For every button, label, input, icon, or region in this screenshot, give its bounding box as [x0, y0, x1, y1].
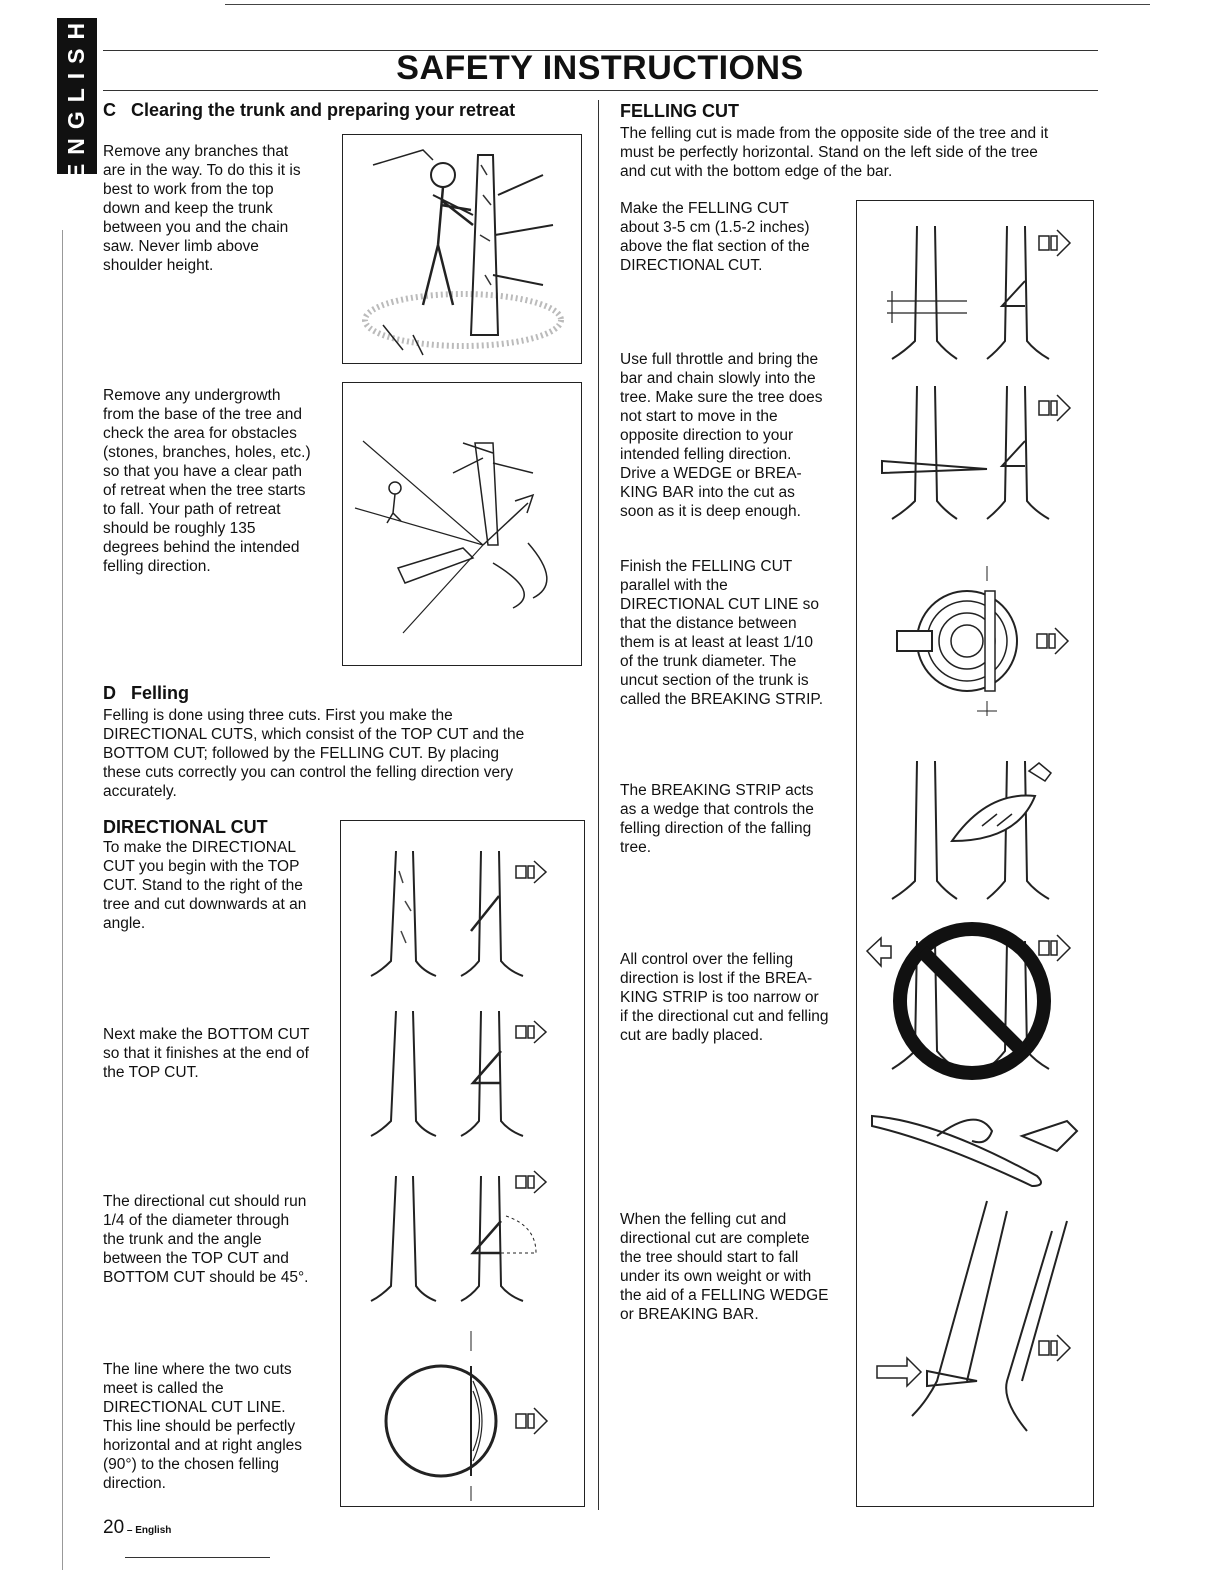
section-d-heading: D Felling: [103, 683, 190, 703]
felling-cut-step6: When the felling cut and directional cut are complete the tree should start to fall under its own weight or with the aid of a FELLING WEDGE or BREAKING BAR.: [620, 1211, 829, 1323]
bottom-cut-diagram: [371, 1011, 546, 1136]
page-footer: [103, 1517, 171, 1539]
section-d-intro: Felling is done using three cuts. First you make the DIRECTIONAL CUTS, which consist of the TOP CUT and the BOTTOM CUT; followed by the FELLING CUT. By placing these cuts correctly you can control the felling direction very accurately.: [103, 707, 525, 800]
directional-cut-line-diagram: [386, 1331, 547, 1501]
directional-cut-figures: [340, 820, 585, 1507]
felling-cut-step3: Finish the FELLING CUT parallel with the DIRECTIONAL CUT LINE so that the distance between them is at least at least 1/10 of the trunk diameter. The uncut section of the trunk is called the BREAKING STRIP.: [620, 558, 824, 708]
directional-cut-heading: DIRECTIONAL CUT: [103, 817, 268, 837]
incorrect-cut-diagram: [867, 929, 1070, 1073]
breaking-strip-hinge-diagram: [892, 761, 1051, 899]
directional-cut-step2: Next make the BOTTOM CUT so that it finishes at the end of the TOP CUT.: [103, 1026, 310, 1081]
page-title: SAFETY INSTRUCTIONS: [396, 49, 804, 87]
directional-cut-step4: The line where the two cuts meet is called the DIRECTIONAL CUT LINE. This line should be perfectly horizontal and at right angles (90°) to the chosen felling direction.: [103, 1361, 303, 1492]
top-rule: [225, 4, 1150, 5]
wedge-and-bar-tools-diagram: [872, 1116, 1077, 1186]
left-margin-rule: [62, 230, 63, 1570]
breaking-strip-topview-diagram: [897, 566, 1068, 716]
felling-cut-figures: [856, 200, 1094, 1507]
felling-cut-height-diagram: [887, 226, 1070, 359]
felling-cut-step2: Use full throttle and bring the bar and chain slowly into the tree. Make sure the tree does not start to move in the opposite direction to your intended felling direction. Drive a WEDGE or BREA- KING BAR into the cut as soon as it is deep enough.: [620, 351, 823, 520]
section-c-para-undergrowth: Remove any undergrowth from the base of the tree and check the area for obstacles (stones, branches, holes, etc.) so that you have a clear path of retreat when the tree starts to fall. Your path of retreat should be roughly 135 degrees behind the intended felling direction.: [103, 387, 311, 575]
section-c-heading: C Clearing the trunk and preparing your retreat: [103, 100, 516, 120]
felling-cut-step5: All control over the felling direction is lost if the BREA- KING STRIP is too narrow or if the directional cut and felling cut are badly placed.: [620, 951, 829, 1044]
top-cut-diagram: [371, 851, 546, 976]
footer-language: – English: [124, 1525, 172, 1536]
angle-diagram: [371, 1171, 546, 1301]
language-tab: ENGLISH: [57, 18, 97, 174]
felling-cut-step1: Make the FELLING CUT about 3-5 cm (1.5-2 inches) above the flat section of the DIRECTIONAL CUT.: [620, 200, 810, 274]
directional-cut-step1: To make the DIRECTIONAL CUT you begin with the TOP CUT. Stand to the right of the tree and cut downwards at an angle.: [103, 839, 307, 932]
column-divider: [598, 100, 599, 1510]
limbing-figure: [342, 134, 582, 364]
felling-cut-heading: FELLING CUT: [620, 101, 739, 121]
retreat-path-figure: [342, 382, 582, 666]
section-c-para-branches: Remove any branches that are in the way. To do this it is best to work from the top down and keep the trunk between you and the chain saw. Never limb above shoulder height.: [103, 143, 301, 274]
wedge-insertion-diagram: [882, 386, 1070, 519]
title-rule-bottom: [103, 90, 1098, 91]
tree-falling-diagram: [877, 1201, 1070, 1431]
bottom-rule: [125, 1557, 270, 1558]
felling-cut-step4: The BREAKING STRIP acts as a wedge that controls the felling direction of the falling tree.: [620, 782, 814, 856]
page-number: 20: [103, 1517, 125, 1538]
directional-cut-step3: The directional cut should run 1/4 of the diameter through the trunk and the angle between the TOP CUT and BOTTOM CUT should be 45°.: [103, 1193, 309, 1286]
felling-cut-intro: The felling cut is made from the opposite side of the tree and it must be perfectly horizontal. Stand on the left side of the tree and cut with the bottom edge of the bar.: [620, 125, 1049, 180]
